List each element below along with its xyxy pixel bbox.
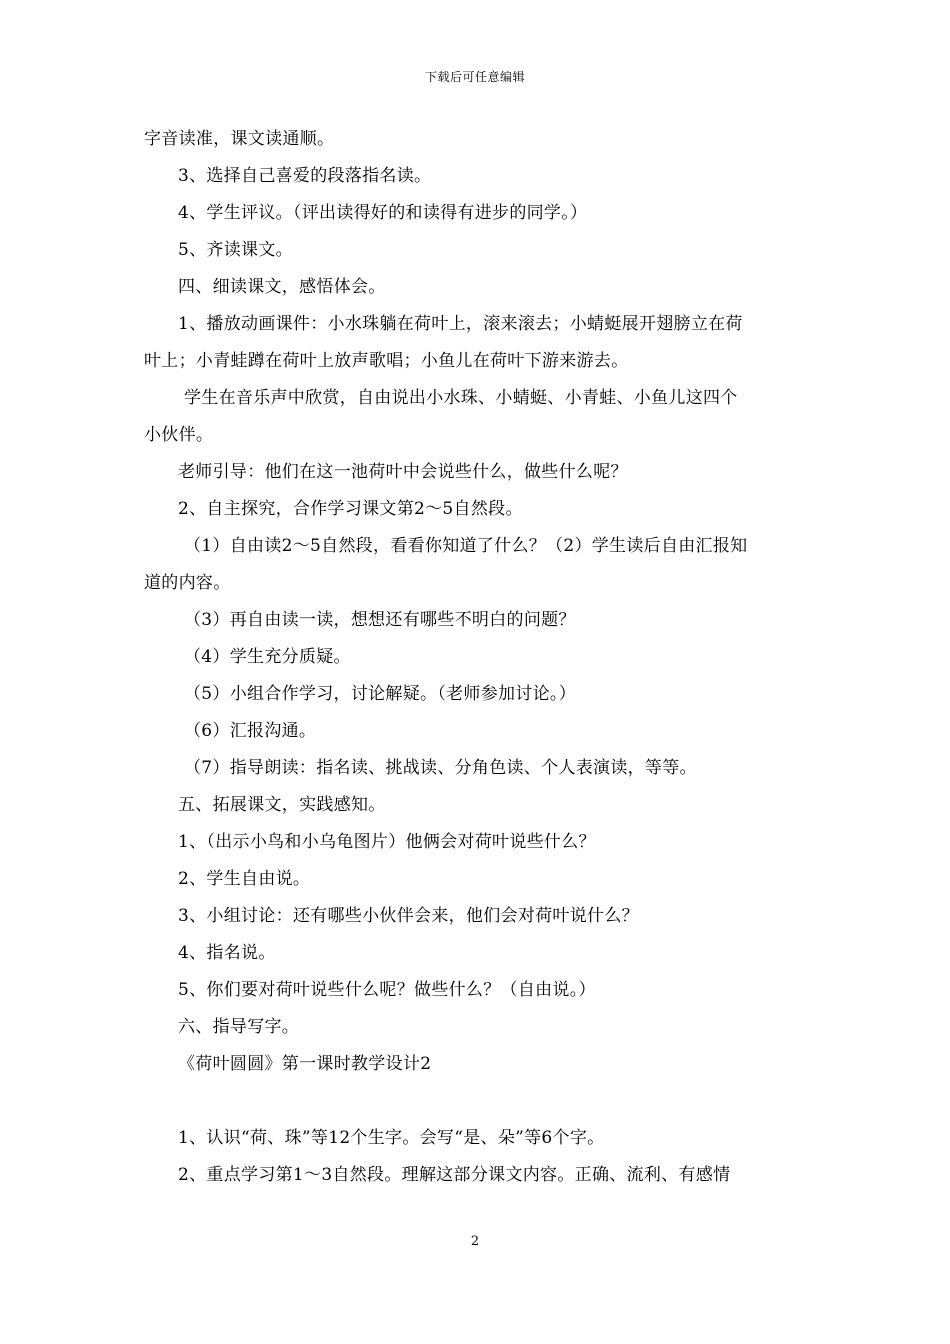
text-line: 叶上；小青蛙蹲在荷叶上放声歌唱；小鱼儿在荷叶下游来游去。 (144, 351, 629, 371)
text-line: 5、你们要对荷叶说些什么呢？做些什么？（自由说。） (178, 980, 596, 1000)
text-line: 1、认识“荷、珠”等12个生字。会写“是、朵”等6个字。 (178, 1128, 605, 1148)
lesson-title: 《荷叶圆圆》第一课时教学设计2 (178, 1054, 432, 1074)
text-line: 字音读准，课文读通顺。 (144, 129, 335, 149)
text-line: （4）学生充分质疑。 (184, 647, 351, 667)
text-line: （1）自由读2～5自然段，看看你知道了什么？（2）学生读后自由汇报知 (184, 536, 748, 556)
text-line: 小伙伴。 (144, 425, 214, 445)
section-heading: 五、拓展课文，实践感知。 (178, 795, 386, 815)
section-heading: 四、细读课文，感悟体会。 (178, 277, 386, 297)
text-line: 2、自主探究，合作学习课文第2～5自然段。 (178, 499, 523, 519)
text-line: 2、学生自由说。 (178, 869, 311, 889)
text-line: （7）指导朗读：指名读、挑战读、分角色读、个人表演读，等等。 (184, 758, 697, 778)
text-line: 1、播放动画课件：小水珠躺在荷叶上，滚来滚去；小蜻蜓展开翅膀立在荷 (178, 314, 743, 334)
text-line: 道的内容。 (144, 573, 231, 593)
text-line: 5、齐读课文。 (178, 240, 293, 260)
text-line: 3、选择自己喜爱的段落指名读。 (178, 166, 432, 186)
text-line: 2、重点学习第1～3自然段。理解这部分课文内容。正确、流利、有感情 (178, 1165, 731, 1185)
page-header: 下载后可任意编辑 (424, 70, 525, 84)
text-line: 4、学生评议。（评出读得好的和读得有进步的同学。） (178, 203, 588, 223)
text-line: 1、（出示小鸟和小乌龟图片）他俩会对荷叶说些什么？ (178, 832, 596, 852)
text-line: 4、指名说。 (178, 943, 276, 963)
text-line: 3、小组讨论：还有哪些小伙伴会来，他们会对荷叶说什么？ (178, 906, 639, 926)
text-line: （6）汇报沟通。 (184, 721, 317, 741)
text-line: 老师引导：他们在这一池荷叶中会说些什么，做些什么呢？ (178, 462, 628, 482)
page-number: 2 (470, 1234, 480, 1249)
text-line: （5）小组合作学习，讨论解疑。（老师参加讨论。） (184, 684, 577, 704)
text-line: 学生在音乐声中欣赏，自由说出小水珠、小蜻蜓、小青蛙、小鱼儿这四个 (184, 388, 738, 408)
text-line: （3）再自由读一读，想想还有哪些不明白的问题？ (184, 610, 576, 630)
section-heading: 六、指导写字。 (178, 1017, 300, 1037)
